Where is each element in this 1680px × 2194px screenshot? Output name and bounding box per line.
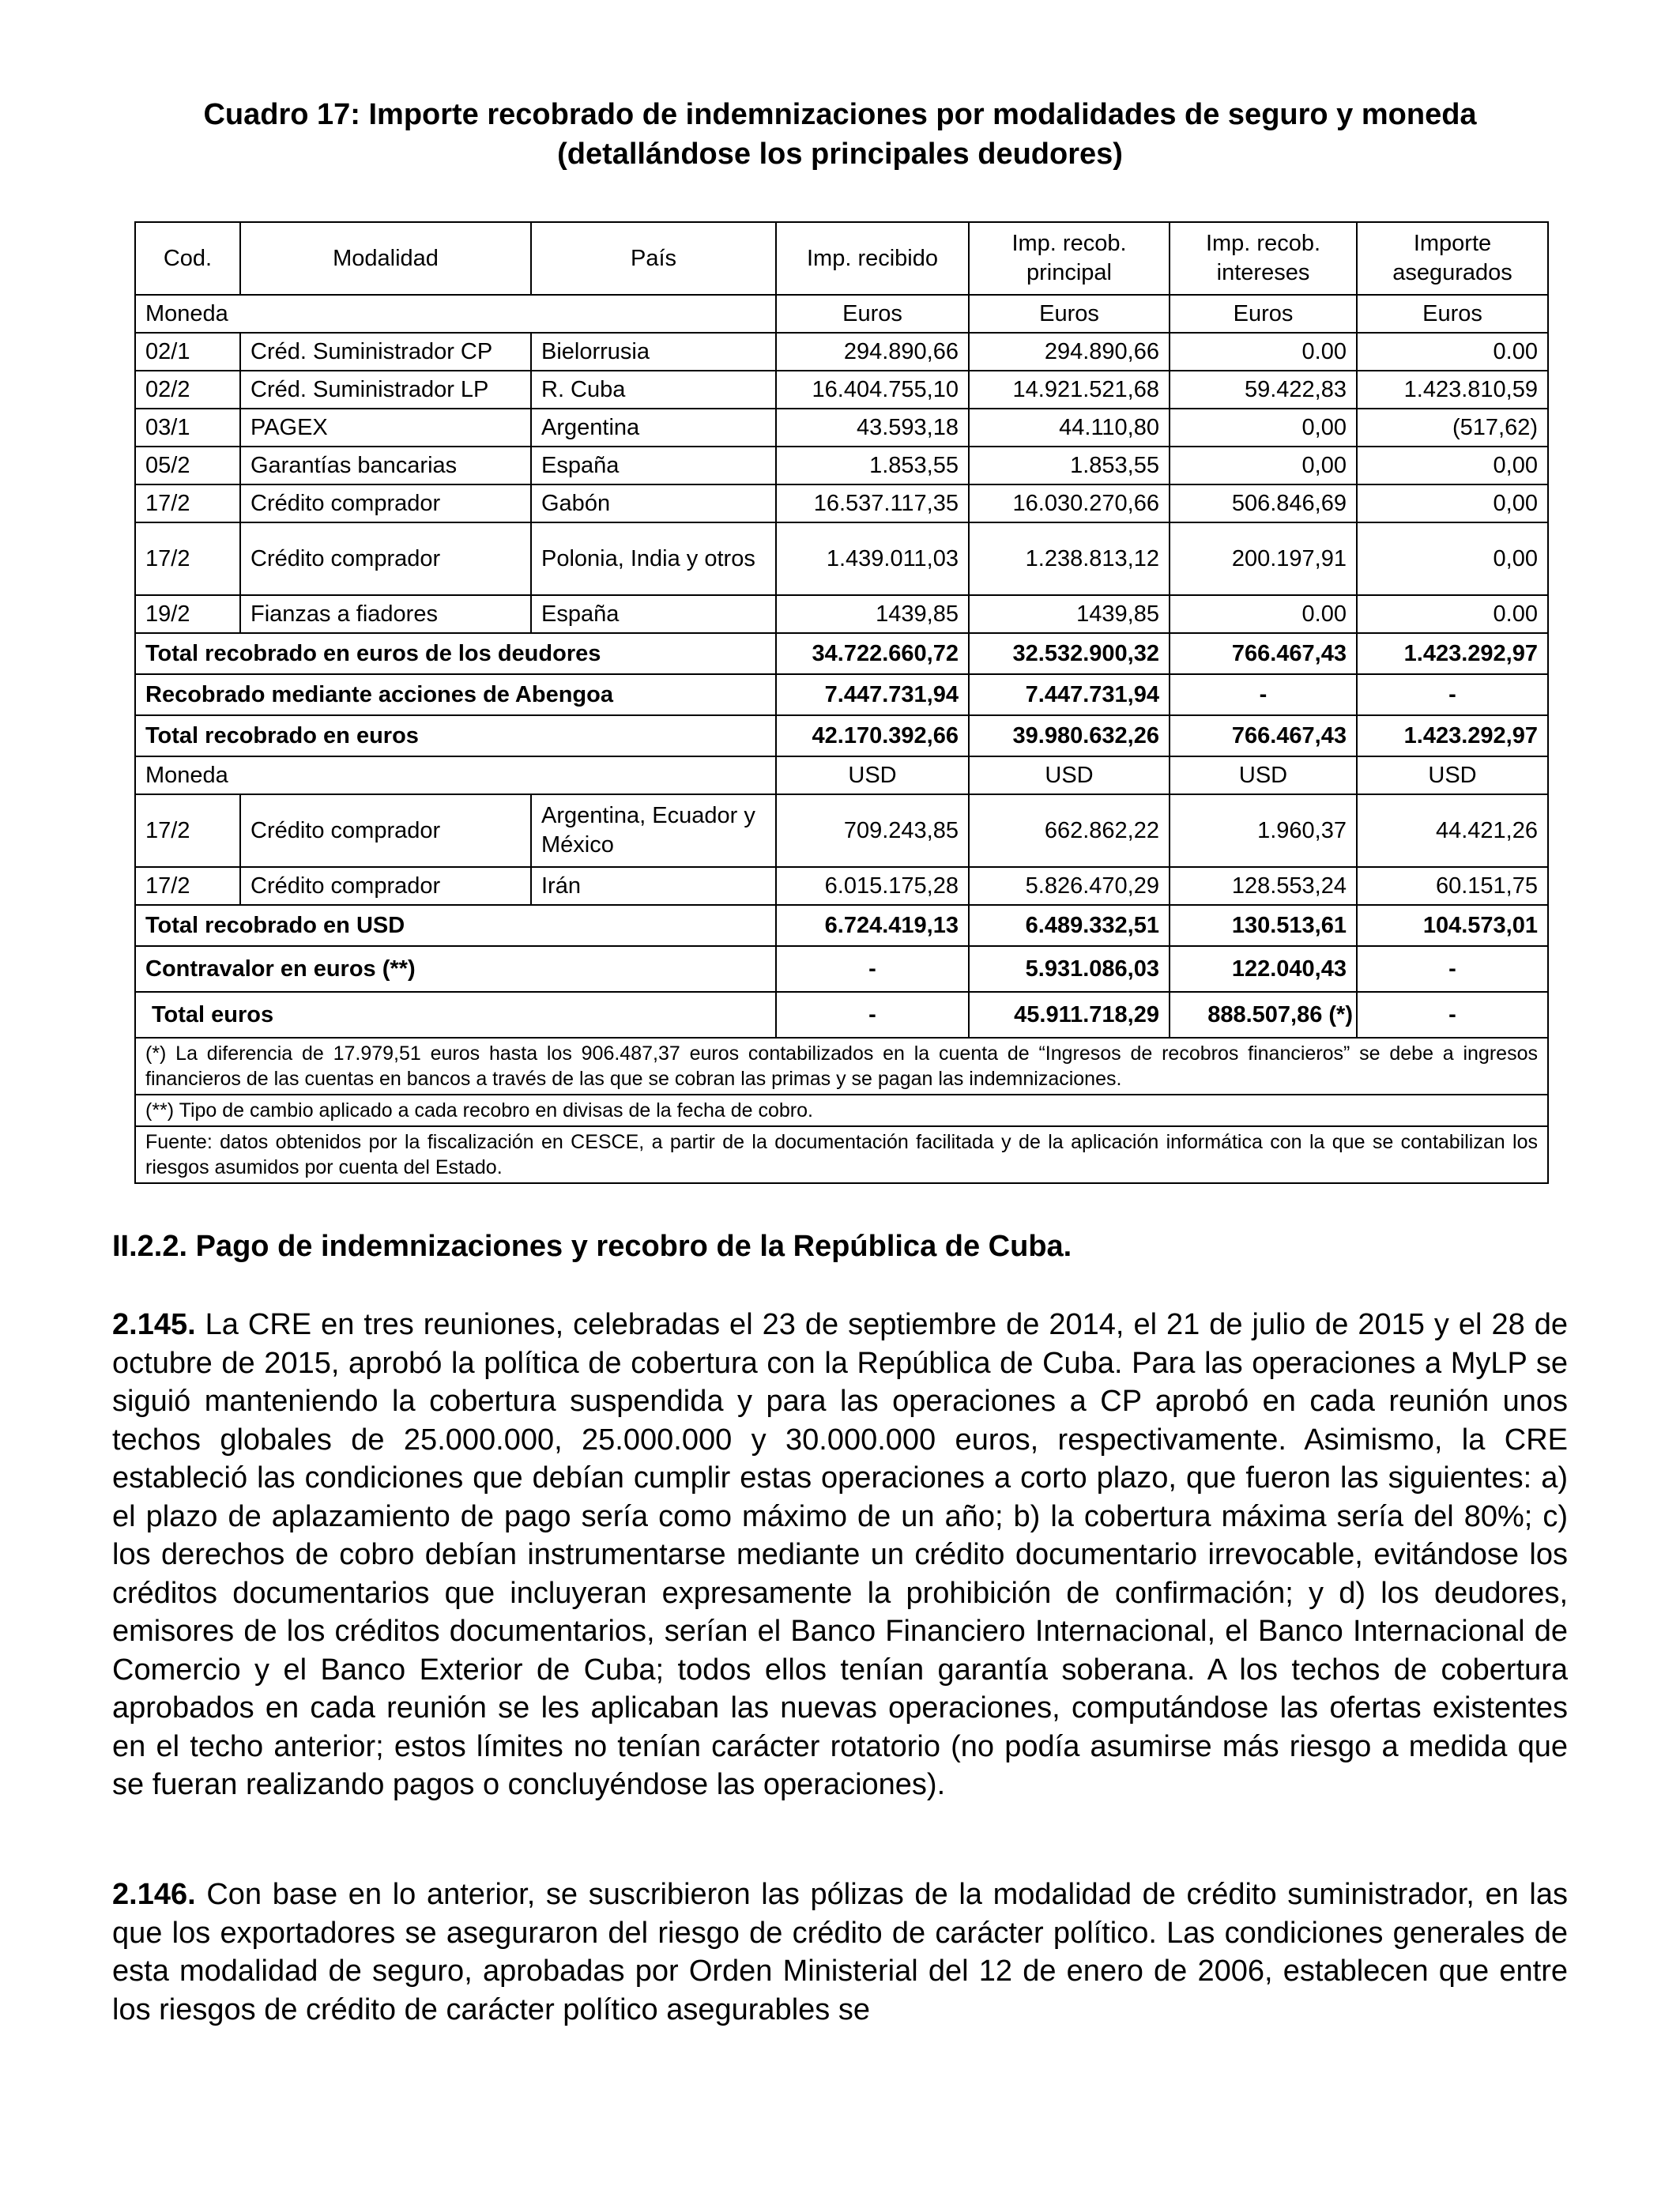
cell-asegurados: 0.00 xyxy=(1357,333,1548,371)
currency-row-usd xyxy=(135,756,1548,794)
total-row-abengoa xyxy=(135,674,1548,715)
cell-modalidad: Créd. Suministrador LP xyxy=(240,371,531,409)
total-asegurados: 1.423.292,97 xyxy=(1357,633,1548,674)
paragraph-number: 2.145. xyxy=(112,1308,196,1341)
cell-modalidad: Crédito comprador xyxy=(240,522,531,595)
currency-unit: USD xyxy=(969,756,1170,794)
table-row xyxy=(135,371,1548,409)
cell-recibido: 1439,85 xyxy=(776,595,969,633)
cell-modalidad: Crédito comprador xyxy=(240,484,531,522)
header-pais: País xyxy=(531,222,776,295)
table-title xyxy=(119,95,1561,174)
cell-pais: España xyxy=(531,447,776,484)
cell-intereses: 1.960,37 xyxy=(1170,794,1357,867)
header-imp-recob-principal: Imp. recob. principal xyxy=(969,222,1170,295)
cell-modalidad: PAGEX xyxy=(240,409,531,447)
header-importe-asegurados: Importe asegurados xyxy=(1357,222,1548,295)
total-label: Recobrado mediante acciones de Abengoa xyxy=(135,674,776,715)
cell-recibido: 294.890,66 xyxy=(776,333,969,371)
currency-unit: Euros xyxy=(969,295,1170,333)
cell-pais: Argentina, Ecuador y México xyxy=(531,794,776,867)
paragraph-2-145 xyxy=(112,1306,1568,1804)
total-row-deudores xyxy=(135,633,1548,674)
cell-principal: 662.862,22 xyxy=(969,794,1170,867)
cell-principal: 1.238.813,12 xyxy=(969,522,1170,595)
table-title-line-2: (detallándose los principales deudores) xyxy=(557,138,1123,171)
header-imp-recob-intereses: Imp. recob. intereses xyxy=(1170,222,1357,295)
cell-intereses: 59.422,83 xyxy=(1170,371,1357,409)
currency-row-euros xyxy=(135,295,1548,333)
cell-pais: España xyxy=(531,595,776,633)
total-intereses: 130.513,61 xyxy=(1170,905,1357,946)
total-label: Total recobrado en USD xyxy=(135,905,776,946)
header-imp-recibido: Imp. recibido xyxy=(776,222,969,295)
cell-recibido: 709.243,85 xyxy=(776,794,969,867)
cell-asegurados: 60.151,75 xyxy=(1357,867,1548,905)
total-row-general xyxy=(135,992,1548,1038)
paragraph-2-146 xyxy=(112,1875,1568,2029)
total-label: Total recobrado en euros de los deudores xyxy=(135,633,776,674)
total-label: Contravalor en euros (**) xyxy=(135,946,776,992)
total-recibido: - xyxy=(776,992,969,1038)
indemnity-recovery-table xyxy=(134,221,1549,1184)
note-row xyxy=(135,1126,1548,1183)
total-recibido: 42.170.392,66 xyxy=(776,715,969,756)
table-row xyxy=(135,595,1548,633)
cell-cod: 17/2 xyxy=(135,867,240,905)
table-note-2: (**) Tipo de cambio aplicado a cada recobro en divisas de la fecha de cobro. xyxy=(135,1095,1548,1126)
total-row-usd xyxy=(135,905,1548,946)
header-modalidad: Modalidad xyxy=(240,222,531,295)
cell-principal: 44.110,80 xyxy=(969,409,1170,447)
paragraph-text: La CRE en tres reuniones, celebradas el 23 de septiembre de 2014, el 21 de julio de 2015 y el 28 de octubre de 2015, aprobó la política de cobertura con la República de Cuba. Para las operaciones a MyLP se siguió manteniendo la cobertura suspendida y para las operaciones a CP aprobó en cada reunión unos techos globales de 25.000.000, 25.000.000 y 30.000.000 euros, respectivamente. Asimismo, la CRE estableció las condiciones que debían cumplir estas operaciones a corto plazo, que fueron las siguientes: a) el plazo de aplazamiento de pago sería como máximo de un año; b) la cobertura máxima sería del 80%; c) los derechos de cobro debían instrumentarse mediante un crédito documentario irrevocable, evitándose los créditos documentarios que incluyeran expresamente la prohibición de confirmación; y d) los deudores, emisores de los créditos documentarios, serían el Banco Financiero Internacional, el Banco Internacional de Comercio y el Banco Exterior de Cuba; todos ellos tenían garantía soberana. A los techos de cobertura aprobados en cada reunión se les aplicaban las nuevas operaciones, computándose las ofertas existentes en el techo anterior; estos límites no tenían carácter rotatorio (no podía asumirse más riesgo a medida que se fueran realizando pagos o concluyéndose las operaciones). xyxy=(112,1308,1568,1801)
cell-principal: 14.921.521,68 xyxy=(969,371,1170,409)
cell-pais: Gabón xyxy=(531,484,776,522)
total-principal: 7.447.731,94 xyxy=(969,674,1170,715)
currency-unit: USD xyxy=(1357,756,1548,794)
cell-principal: 294.890,66 xyxy=(969,333,1170,371)
cell-modalidad: Créd. Suministrador CP xyxy=(240,333,531,371)
note-row xyxy=(135,1038,1548,1095)
table-row xyxy=(135,484,1548,522)
cell-asegurados: 44.421,26 xyxy=(1357,794,1548,867)
cell-intereses: 200.197,91 xyxy=(1170,522,1357,595)
total-recibido: 6.724.419,13 xyxy=(776,905,969,946)
total-asegurados: 104.573,01 xyxy=(1357,905,1548,946)
cell-asegurados: 0.00 xyxy=(1357,595,1548,633)
cell-asegurados: 0,00 xyxy=(1357,447,1548,484)
currency-unit: USD xyxy=(776,756,969,794)
paragraph-number: 2.146. xyxy=(112,1878,196,1911)
currency-label: Moneda xyxy=(135,295,776,333)
total-principal: 45.911.718,29 xyxy=(969,992,1170,1038)
total-principal: 6.489.332,51 xyxy=(969,905,1170,946)
cell-modalidad: Fianzas a fiadores xyxy=(240,595,531,633)
total-principal: 5.931.086,03 xyxy=(969,946,1170,992)
cell-principal: 1439,85 xyxy=(969,595,1170,633)
cell-recibido: 16.537.117,35 xyxy=(776,484,969,522)
cell-pais: R. Cuba xyxy=(531,371,776,409)
cell-asegurados: 0,00 xyxy=(1357,522,1548,595)
total-asegurados: - xyxy=(1357,674,1548,715)
table-row xyxy=(135,867,1548,905)
cell-pais: Bielorrusia xyxy=(531,333,776,371)
cell-recibido: 43.593,18 xyxy=(776,409,969,447)
total-recibido: - xyxy=(776,946,969,992)
total-label: Total euros xyxy=(135,992,776,1038)
total-intereses: 766.467,43 xyxy=(1170,715,1357,756)
cell-asegurados: 0,00 xyxy=(1357,484,1548,522)
table-row xyxy=(135,447,1548,484)
section-heading: II.2.2. Pago de indemnizaciones y recobro de la República de Cuba. xyxy=(112,1230,1072,1263)
total-row-contravalor xyxy=(135,946,1548,992)
cell-modalidad: Crédito comprador xyxy=(240,867,531,905)
cell-intereses: 0,00 xyxy=(1170,447,1357,484)
total-intereses: 122.040,43 xyxy=(1170,946,1357,992)
cell-intereses: 128.553,24 xyxy=(1170,867,1357,905)
cell-modalidad: Garantías bancarias xyxy=(240,447,531,484)
table-source-note: Fuente: datos obtenidos por la fiscalización en CESCE, a partir de la documentación facilitada y de la aplicación informática con la que se contabilizan los riesgos asumidos por cuenta del Estado. xyxy=(135,1126,1548,1183)
total-asegurados: - xyxy=(1357,946,1548,992)
cell-recibido: 16.404.755,10 xyxy=(776,371,969,409)
total-recibido: 7.447.731,94 xyxy=(776,674,969,715)
table-note-1: (*) La diferencia de 17.979,51 euros hasta los 906.487,37 euros contabilizados en la cuenta de “Ingresos de recobros financieros” se debe a ingresos financieros de las cuentas en bancos a través de las que se cobran las primas y se pagan las indemnizaciones. xyxy=(135,1038,1548,1095)
cell-cod: 02/2 xyxy=(135,371,240,409)
cell-cod: 17/2 xyxy=(135,794,240,867)
total-label: Total recobrado en euros xyxy=(135,715,776,756)
paragraph-text: Con base en lo anterior, se suscribieron las pólizas de la modalidad de crédito suministrador, en las que los exportadores se aseguraron del riesgo de crédito de carácter político. Las condiciones generales de esta modalidad de seguro, aprobadas por Orden Ministerial del 12 de enero de 2006, establecen que entre los riesgos de crédito de carácter político asegurables se xyxy=(112,1878,1568,2026)
total-intereses: 766.467,43 xyxy=(1170,633,1357,674)
cell-cod: 02/1 xyxy=(135,333,240,371)
total-principal: 32.532.900,32 xyxy=(969,633,1170,674)
header-row xyxy=(135,222,1548,295)
total-principal: 39.980.632,26 xyxy=(969,715,1170,756)
cell-intereses: 0.00 xyxy=(1170,333,1357,371)
table-title-line-1: Cuadro 17: Importe recobrado de indemnizaciones por modalidades de seguro y moneda xyxy=(203,98,1477,131)
cell-recibido: 6.015.175,28 xyxy=(776,867,969,905)
table-row xyxy=(135,409,1548,447)
total-intereses: 888.507,86 (*) xyxy=(1170,992,1357,1038)
cell-principal: 1.853,55 xyxy=(969,447,1170,484)
total-intereses: - xyxy=(1170,674,1357,715)
cell-recibido: 1.853,55 xyxy=(776,447,969,484)
cell-cod: 05/2 xyxy=(135,447,240,484)
table-row xyxy=(135,794,1548,867)
cell-asegurados: (517,62) xyxy=(1357,409,1548,447)
cell-cod: 17/2 xyxy=(135,484,240,522)
header-cod: Cod. xyxy=(135,222,240,295)
cell-pais: Polonia, India y otros xyxy=(531,522,776,595)
total-asegurados: - xyxy=(1357,992,1548,1038)
cell-asegurados: 1.423.810,59 xyxy=(1357,371,1548,409)
cell-intereses: 506.846,69 xyxy=(1170,484,1357,522)
currency-unit: Euros xyxy=(1357,295,1548,333)
cell-cod: 03/1 xyxy=(135,409,240,447)
table-row xyxy=(135,333,1548,371)
cell-pais: Argentina xyxy=(531,409,776,447)
total-recibido: 34.722.660,72 xyxy=(776,633,969,674)
cell-principal: 5.826.470,29 xyxy=(969,867,1170,905)
cell-principal: 16.030.270,66 xyxy=(969,484,1170,522)
total-asegurados: 1.423.292,97 xyxy=(1357,715,1548,756)
total-row-euros xyxy=(135,715,1548,756)
currency-unit: Euros xyxy=(776,295,969,333)
currency-label: Moneda xyxy=(135,756,776,794)
cell-intereses: 0.00 xyxy=(1170,595,1357,633)
note-row xyxy=(135,1095,1548,1126)
table-row xyxy=(135,522,1548,595)
cell-cod: 17/2 xyxy=(135,522,240,595)
currency-unit: Euros xyxy=(1170,295,1357,333)
cell-cod: 19/2 xyxy=(135,595,240,633)
currency-unit: USD xyxy=(1170,756,1357,794)
cell-modalidad: Crédito comprador xyxy=(240,794,531,867)
cell-intereses: 0,00 xyxy=(1170,409,1357,447)
cell-recibido: 1.439.011,03 xyxy=(776,522,969,595)
cell-pais: Irán xyxy=(531,867,776,905)
